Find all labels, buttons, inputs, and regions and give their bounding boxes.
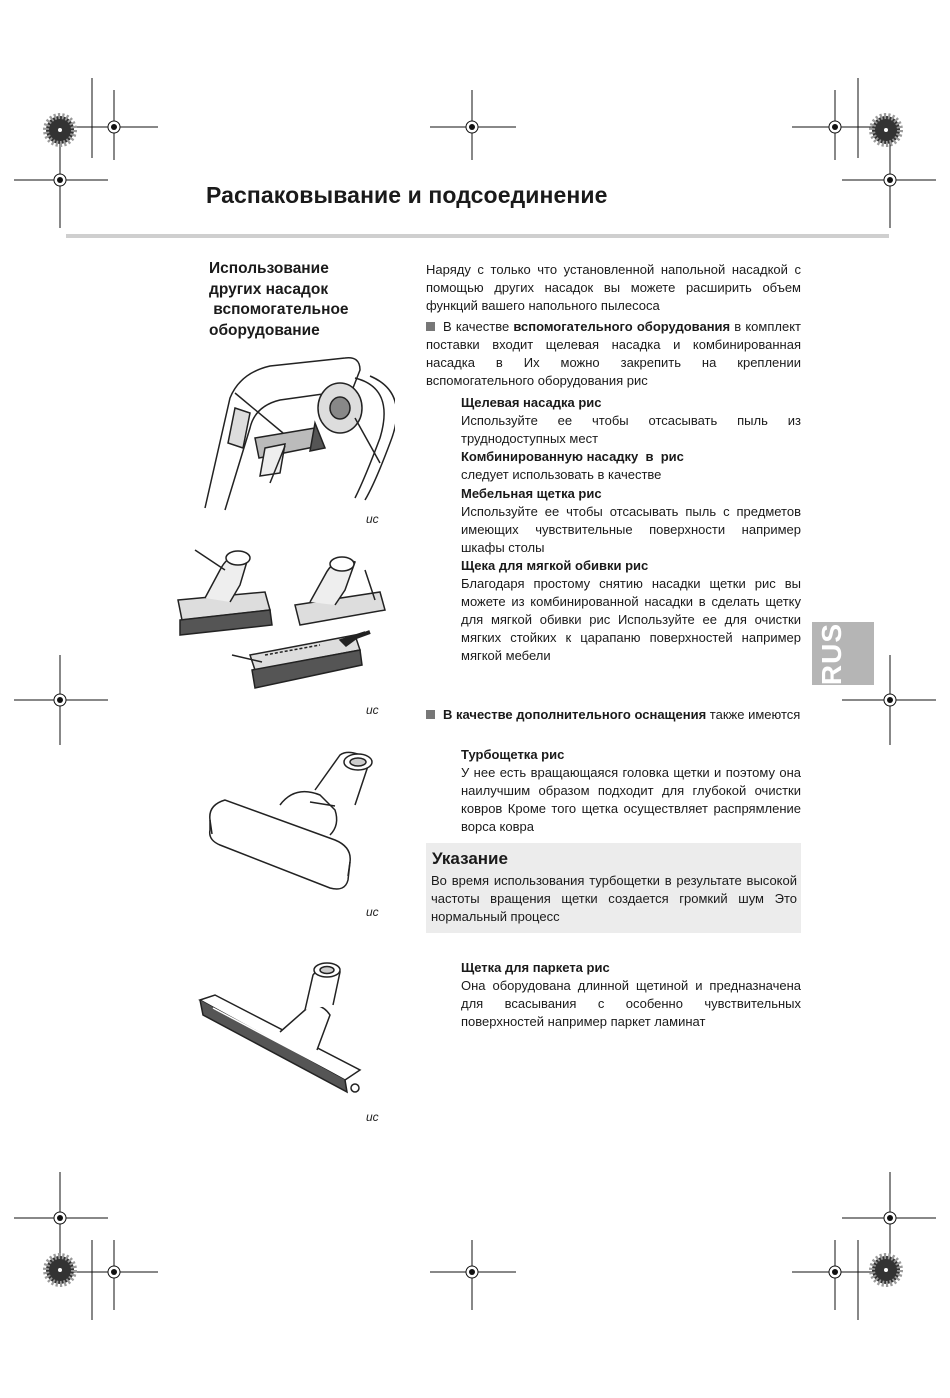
parquet-heading: Щетка для паркета рис [461,960,610,975]
accessory-heading: Щелевая насадка рис [461,395,602,410]
accessory-heading: Щека для мягкой обивки рис [461,558,649,573]
turbo-heading: Турбощетка рис [461,747,565,762]
page-title: Распаковывание и подсоединение [206,182,608,208]
figure-brush-heads [170,540,400,700]
section-heading-line: Использование [209,260,329,277]
note-title: Указание [432,849,508,868]
additional-paragraph: В качестве дополнительного оснащения также имеются [426,706,801,724]
accessory-text: Используйте ее чтобы отсасывать пыль с предметов имеющих чувствительные поверхности например шкафы столы [461,504,801,555]
figure-label: ис [366,703,379,717]
accessory-paragraph: В качестве вспомогательного оборудования в комплект поставки входит щелевая насадка и комбинированная насадка в Их можно закрепить на креплении вспомогательного оборудования рис [426,319,801,388]
accessory-text: следует использовать в качестве [461,467,662,482]
accessory-item [461,394,801,448]
accessory-item [461,485,801,557]
parquet-item [461,959,801,1031]
turbo-item [461,746,801,836]
intro-paragraph: Наряду с только что установленной напольной насадкой с помощью других насадок вы можете расширить объем функций вашего напольного пылесоса [426,262,801,313]
figure-label: ис [366,512,379,526]
accessory-heading: Комбинированную насадку в рис [461,449,684,464]
section-heading-line: вспомогательное [209,301,349,318]
accessory-text: Благодаря простому снятию насадки щетки рис вы можете из комбинированной насадки в сделать щетку для мягкой обивки рис Используйте ее для очистки мягких стойких к царапаню поверхностей например мягкой мебели [461,576,801,663]
turbo-text: У нее есть вращающаяся головка щетки и поэтому она наилучшим образом подходит для глубокой очистки ковров Кроме того щетка осуществляет распрямление ворса ковра [461,765,801,834]
accessory-item [461,448,801,484]
language-tab-label: RUS [816,622,847,685]
bullet-square-icon [426,710,435,719]
accessory-item [461,557,801,665]
section-heading-line: оборудование [209,321,320,339]
section-heading [209,259,409,341]
figure-label: ис [366,905,379,919]
figure-label: ис [366,1110,379,1124]
figure-parquet-brush [195,960,395,1100]
section-heading-line: других насадок [209,280,329,298]
bullet-square-icon [426,322,435,331]
accessory-heading: Мебельная щетка рис [461,486,602,501]
parquet-text: Она оборудована длинной щетиной и предназначена для всасывания с особенно чувствительных поверхностей например паркет ламинат [461,978,801,1029]
figure-vacuum-handle [195,348,395,518]
accessory-text: Используйте ее чтобы отсасывать пыль из труднодоступных мест [461,413,801,446]
note-text: Во время использования турбощетки в результате высокой частоты вращения щетки создается громкий шум Это нормальный процесс [431,873,797,924]
header-divider [66,234,889,238]
figure-turbo-brush [200,750,400,900]
